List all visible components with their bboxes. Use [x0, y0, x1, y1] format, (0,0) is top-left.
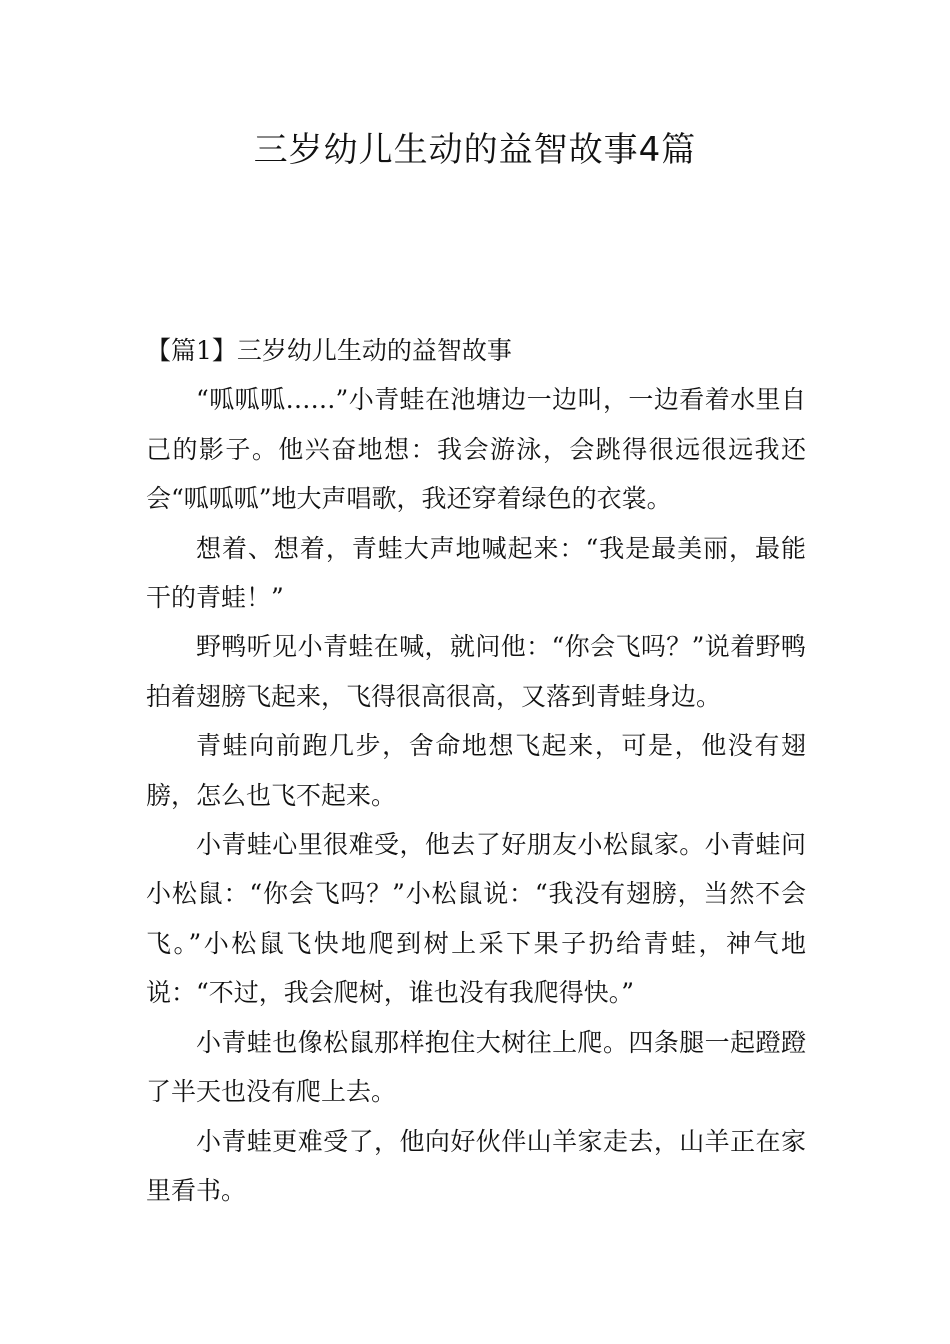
paragraph-2: 想着、想着，青蛙大声地喊起来：“我是最美丽，最能干的青蛙！” [146, 533, 806, 613]
document-title: 三岁幼儿生动的益智故事4篇 [253, 130, 697, 170]
section-heading: 【篇1】三岁幼儿生动的益智故事 [146, 336, 512, 365]
paragraph-5: 小青蛙心里很难受，他去了好朋友小松鼠家。小青蛙问小松鼠：“你会飞吗？”小松鼠说：“我没有翅膀，当然不会飞。”小松鼠飞快地爬到树上采下果子扔给青蛙，神气地说：“不过，我会爬树，谁也没有我爬得快。” [146, 830, 806, 1008]
paragraph-4: 青蛙向前跑几步，舍命地想飞起来，可是，他没有翅膀，怎么也飞不起来。 [146, 731, 806, 810]
paragraph-3: 野鸭听见小青蛙在喊，就问他：“你会飞吗？”说着野鸭拍着翅膀飞起来，飞得很高很高，又落到青蛙身边。 [146, 632, 806, 711]
document-body [146, 326, 806, 1215]
paragraph-6: 小青蛙也像松鼠那样抱住大树往上爬。四条腿一起蹬蹬了半天也没有爬上去。 [146, 1027, 806, 1107]
paragraph-7: 小青蛙更难受了，他向好伙伴山羊家走去，山羊正在家里看书。 [146, 1126, 806, 1205]
paragraph-1: “呱呱呱……”小青蛙在池塘边一边叫，一边看着水里自己的影子。他兴奋地想：我会游泳，会跳得很远很远我还会“呱呱呱”地大声唱歌，我还穿着绿色的衣裳。 [146, 385, 806, 514]
